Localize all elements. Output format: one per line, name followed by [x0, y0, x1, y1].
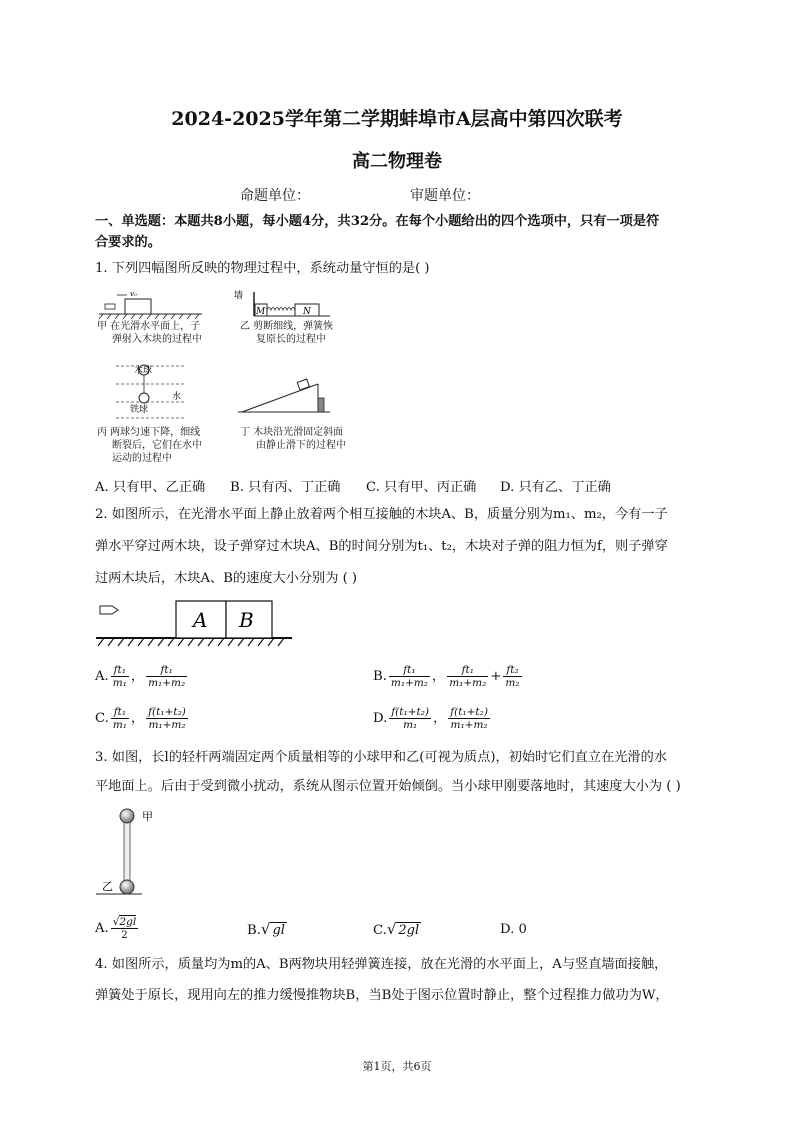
q2-c-frac2: $\frac{\text{f(t₁+t₂)}}{\text{m₁+m₂}}$	[148, 706, 186, 731]
fig-bing-caption-2: 断裂后，它们在水中	[112, 440, 202, 451]
q2-stem-line3: 过两木块后，木块A、B的速度大小分别为 ( )	[95, 571, 358, 586]
fig-bing-wood: 木球	[134, 366, 153, 376]
q3-c-label: C.	[373, 923, 387, 938]
fig-ding-caption-2: 由静止滑下的过程中	[256, 440, 346, 451]
q3-c-root: √ 2gl	[386, 920, 420, 938]
fig-bing-caption-3: 运动的过程中	[112, 453, 172, 464]
fig-jia-caption-2: 弹射入木块的过程中	[112, 334, 202, 345]
q3-stem-line2: 平地面上。后由于受到微小扰动，系统从图示位置开始倾倒。当小球甲刚要落地时，其速度大小为 ( )	[95, 779, 681, 794]
q1-option-c[interactable]: C. 只有甲、丙正确	[366, 480, 477, 495]
reviewer-label: 审题单位：	[410, 188, 480, 204]
q2-blocks-diagram	[94, 598, 294, 648]
fig-yi-caption: 乙 剪断细线，弹簧恢	[240, 321, 334, 332]
q3-b-label: B.	[247, 923, 261, 938]
fig-yi-wall: 墙	[234, 291, 244, 301]
q3-a-frac: $\frac{√2gl}{2}$	[112, 916, 137, 941]
q3-option-d[interactable]: D. 0	[500, 922, 527, 937]
exam-title: 2024-2025学年第二学期蚌埠市A层高中第四次联考	[171, 108, 623, 130]
q2-b-frac3: $\frac{\text{ft₂}}{\text{m₂}}$	[505, 664, 520, 689]
q2-a-label: A.	[95, 669, 109, 684]
q2-stem-line1: 2. 如图所示，在光滑水平面上静止放着两个相互接触的木块A、B，质量分别为m₁、m₂，今有一子	[95, 507, 668, 522]
q2-a-frac1: $\frac{\text{ft₁}}{\text{m₁}}$	[112, 664, 127, 689]
fig-ding-diagram	[234, 376, 334, 418]
q2-b-frac1: $\frac{\text{ft₁}}{\text{m₁+m₂}}$	[390, 664, 429, 689]
q1-option-d[interactable]: D. 只有乙、丁正确	[500, 480, 611, 495]
fig-bing-diagram	[114, 362, 190, 424]
exam-subtitle: 高二物理卷	[352, 151, 442, 172]
q3-rod-diagram	[96, 802, 176, 898]
q3-b-root: √ gl	[260, 920, 285, 938]
block-a-label: A	[193, 608, 208, 632]
q2-c-frac1: $\frac{\text{ft₁}}{\text{m₁}}$	[112, 706, 127, 731]
section-heading: 一、单选题：本题共8小题，每小题4分，共32分。在每个小题给出的四个选项中，只有一项是符	[95, 214, 660, 229]
section-heading-cont: 合要求的。	[95, 235, 161, 250]
q1-stem: 1. 下列四幅图所反映的物理过程中，系统动量守恒的是( )	[95, 261, 430, 276]
q3-option-c[interactable]	[373, 920, 421, 938]
q4-stem-line1: 4. 如图所示，质量均为m的A、B两物块用轻弹簧连接，放在光滑的水平面上，A与竖直墙面接触，	[95, 957, 668, 972]
q2-b-frac2: $\frac{\text{ft₁}}{\text{m₁+m₂}}$	[449, 664, 487, 689]
fig-jia-diagram	[97, 288, 207, 320]
fig-bing-iron: 铁球	[130, 405, 149, 415]
fig-bing-caption: 丙 两球匀速下降，细线	[97, 427, 201, 438]
fig-yi-caption-2: 复原长的过程中	[256, 334, 326, 345]
q3-option-b[interactable]	[247, 920, 287, 938]
q2-stem-line2: 弹水平穿过两木块，设子弹穿过木块A、B的时间分别为t₁、t₂，木块对子弹的阻力恒为f，则子弹穿	[95, 539, 668, 554]
q2-option-c[interactable]: C. $\frac{\text{ft₁}}{\text{m₁}}$ ， $\frac{\text{f(t₁+t₂)}}{\text{m₁+m₂}}$	[95, 706, 186, 731]
fig-bing-water: 水	[172, 392, 182, 402]
q3-stem-line1: 3. 如图，长l的轻杆两端固定两个质量相等的小球甲和乙(可视为质点)，初始时它们直立在光滑的水	[95, 750, 667, 765]
fig-yi-m: M	[256, 307, 266, 317]
fig-jia-v-label: v₀	[130, 290, 137, 298]
author-label: 命题单位：	[240, 188, 310, 204]
block-b-label: B	[239, 608, 254, 632]
q3-a-label: A.	[95, 921, 109, 936]
fig-yi-diagram	[232, 286, 332, 320]
q2-b-label: B.	[373, 669, 387, 684]
q2-option-d[interactable]: D. $\frac{\text{f(t₁+t₂)}}{\text{m₁}}$ ， $\frac{\text{f(t₁+t₂)}}{\text{m₁+m₂}}$	[373, 706, 488, 731]
q3-label-jia: 甲	[142, 810, 153, 823]
q4-stem-line2: 弹簧处于原长，现用向左的推力缓慢推物块B，当B处于图示位置时静止，整个过程推力做功为W，	[95, 988, 669, 1003]
q1-option-a[interactable]: A. 只有甲、乙正确	[95, 480, 206, 495]
fig-jia-caption: 甲 在光滑水平面上，子	[97, 321, 201, 332]
q2-option-b[interactable]: B. $\frac{\text{ft₁}}{\text{m₁+m₂}}$ ， $\frac{\text{ft₁}}{\text{m₁+m₂}}$ + $\frac{\text{ft₂}}{\text{m₂}}$	[373, 664, 520, 689]
q3-option-a[interactable]	[95, 916, 140, 941]
q2-d-label: D.	[373, 711, 388, 726]
q2-d-frac2: $\frac{\text{f(t₁+t₂)}}{\text{m₁+m₂}}$	[450, 706, 488, 731]
q2-c-label: C.	[95, 711, 109, 726]
q1-option-b[interactable]: B. 只有丙、丁正确	[230, 480, 341, 495]
fig-ding-caption: 丁 木块沿光滑固定斜面	[240, 427, 344, 438]
q2-a-frac2: $\frac{\text{ft₁}}{\text{m₁+m₂}}$	[148, 664, 186, 689]
q3-label-yi: 乙	[102, 880, 113, 893]
q2-d-frac1: $\frac{\text{f(t₁+t₂)}}{\text{m₁}}$	[391, 706, 430, 731]
page-footer: 第1页，共6页	[362, 1060, 432, 1073]
q2-option-a[interactable]: A. $\frac{\text{ft₁}}{\text{m₁}}$ ， $\frac{\text{ft₁}}{\text{m₁+m₂}}$	[95, 664, 186, 689]
fig-yi-n: N	[303, 307, 311, 317]
